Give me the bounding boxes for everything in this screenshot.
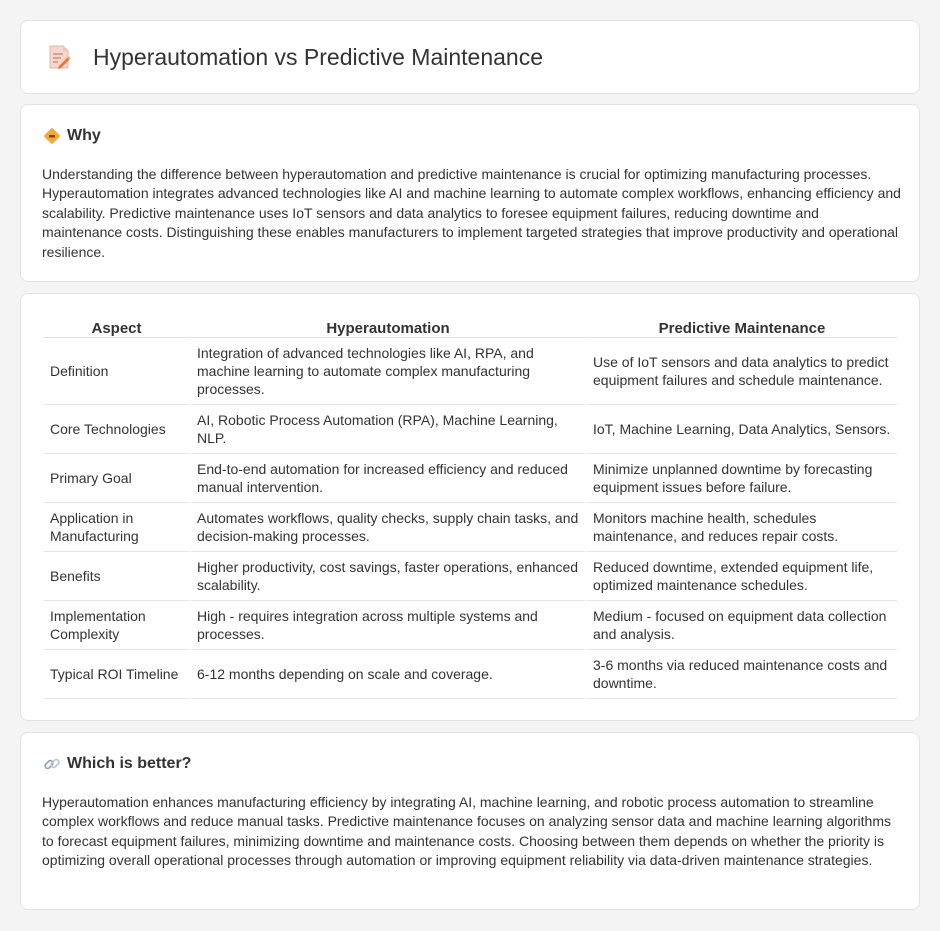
title-card	[20, 20, 920, 94]
row-hyperautomation: End-to-end automation for increased efficiency and reduced manual intervention.	[191, 454, 585, 503]
which-better-title: Which is better?	[67, 755, 192, 772]
row-aspect: Typical ROI Timeline	[44, 650, 189, 699]
link-icon	[43, 755, 61, 773]
why-title: Why	[67, 127, 101, 144]
row-predictive: IoT, Machine Learning, Data Analytics, Sensors.	[587, 405, 897, 454]
row-predictive: Use of IoT sensors and data analytics to predict equipment failures and schedule maintenance.	[587, 338, 897, 405]
row-hyperautomation: Higher productivity, cost savings, faster operations, enhanced scalability.	[191, 552, 585, 601]
table-header-row	[44, 316, 897, 338]
row-predictive: Monitors machine health, schedules maintenance, and reduces repair costs.	[587, 503, 897, 552]
why-section	[20, 104, 920, 282]
row-aspect: Core Technologies	[44, 405, 189, 454]
diamond-sign-icon	[43, 127, 61, 145]
table-row	[44, 338, 897, 405]
row-aspect: Definition	[44, 338, 189, 405]
table-row	[44, 650, 897, 699]
header-predictive-maintenance: Predictive Maintenance	[587, 316, 897, 338]
why-text: Understanding the difference between hyperautomation and predictive maintenance is crucial for optimizing manufacturing processes. Hyperautomation integrates advanced technologies like AI and machine learning to automate complex workflows, enhancing efficiency and scalability. Predictive maintenance uses IoT sensors and data analytics to foresee equipment failures, reducing downtime and maintenance costs. Distinguishing these enables manufacturers to implement targeted strategies that improve productivity and operational resilience.	[42, 166, 901, 260]
which-better-text: Hyperautomation enhances manufacturing efficiency by integrating AI, machine learning, and robotic process automation to streamline complex workflows and reduce manual tasks. Predictive maintenance focuses on analyzing sensor data and machine learning algorithms to forecast equipment failures, minimizing downtime and maintenance costs. Choosing between them depends on whether the priority is optimizing overall operational processes through automation or improving equipment reliability via data-driven maintenance strategies.	[42, 794, 892, 869]
comparison-section	[20, 293, 920, 721]
row-predictive: Minimize unplanned downtime by forecasting equipment issues before failure.	[587, 454, 897, 503]
page-title: Hyperautomation vs Predictive Maintenance	[93, 43, 544, 70]
table-row	[44, 454, 897, 503]
row-predictive: Medium - focused on equipment data collection and analysis.	[587, 601, 897, 650]
table-row	[44, 503, 897, 552]
row-aspect: Implementation Complexity	[44, 601, 189, 650]
row-predictive: Reduced downtime, extended equipment life, optimized maintenance schedules.	[587, 552, 897, 601]
comparison-table	[42, 316, 899, 699]
row-hyperautomation: Automates workflows, quality checks, supply chain tasks, and decision-making processes.	[191, 503, 585, 552]
row-predictive: 3-6 months via reduced maintenance costs and downtime.	[587, 650, 897, 699]
which-better-section	[20, 732, 920, 910]
row-hyperautomation: Integration of advanced technologies like AI, RPA, and machine learning to automate complex manufacturing processes.	[191, 338, 585, 405]
header-hyperautomation: Hyperautomation	[191, 316, 585, 338]
header-aspect: Aspect	[44, 316, 189, 338]
row-aspect: Application in Manufacturing	[44, 503, 189, 552]
row-aspect: Benefits	[44, 552, 189, 601]
table-row	[44, 552, 897, 601]
table-row	[44, 601, 897, 650]
row-hyperautomation: 6-12 months depending on scale and coverage.	[191, 650, 585, 699]
table-row	[44, 405, 897, 454]
row-aspect: Primary Goal	[44, 454, 189, 503]
row-hyperautomation: High - requires integration across multiple systems and processes.	[191, 601, 585, 650]
row-hyperautomation: AI, Robotic Process Automation (RPA), Machine Learning, NLP.	[191, 405, 585, 454]
document-edit-icon	[47, 44, 71, 70]
